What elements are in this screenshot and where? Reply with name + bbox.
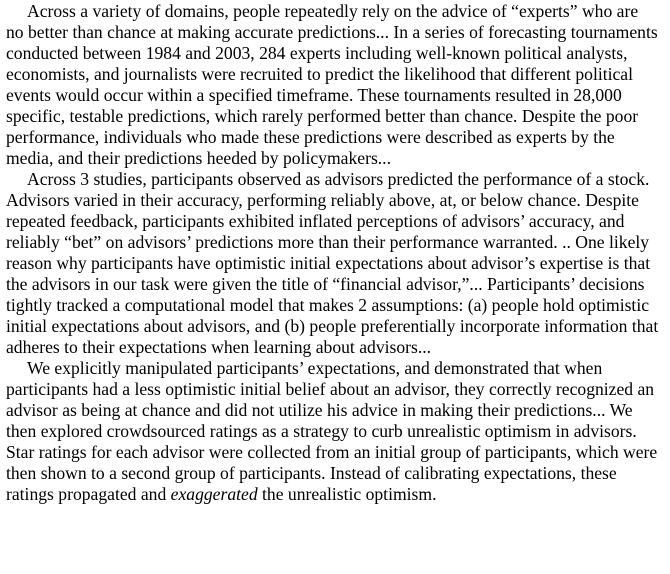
paragraph-text-after-emphasis: the unrealistic optimism. [257, 484, 437, 504]
paragraph-expert-forecasting: Across a variety of domains, people repeatedly rely on the advice of “experts” who are no better than chance at making accurate predictions... In a series of forecasting tournaments conducted between 1984 and 2003, 284 experts including well-known political analysts, economists, and journalists were recruited to predict the likelihood that different political events would occur within a specified timeframe. These tournaments resulted in 28,000 specific, testable predictions, which rarely performed better than chance. Despite the poor performance, individuals who made these predictions were described as experts by the media, and their predictions heeded by policymakers... [6, 1, 658, 168]
paragraph-text-before-emphasis: We explicitly manipulated participants’ expectations, and demonstrated that when participants had a less optimistic initial belief about an advisor, they correctly recognized an advisor as being at chance and did not utilize his advice in making their predictions... We then explored crowdsourced ratings as a strategy to curb unrealistic optimism in advisors. Star ratings for each advisor were collected from an initial group of participants, which were then shown to a second group of participants. Instead of calibrating expectations, these ratings propagated and [6, 358, 658, 504]
paragraph-expectation-manipulation [6, 358, 660, 505]
emphasized-word: exaggerated [170, 484, 258, 504]
paragraph-advisor-studies: Across 3 studies, participants observed as advisors predicted the performance of a stock. Advisors varied in their accuracy, performing reliably above, at, or below chance. Despite repeated feedback, participants exhibited inflated perceptions of advisors’ accuracy, and reliably “bet” on advisors’ predictions more than their performance warranted. .. One likely reason why participants have optimistic initial expectations about advisor’s expertise is that the advisors in our task were given the title of “financial advisor,”... Participants’ decisions tightly tracked a computational model that makes 2 assumptions: (a) people hold optimistic initial expectations about advisors, and (b) people preferentially incorporate information that adheres to their expectations when learning about advisors... [6, 169, 659, 357]
